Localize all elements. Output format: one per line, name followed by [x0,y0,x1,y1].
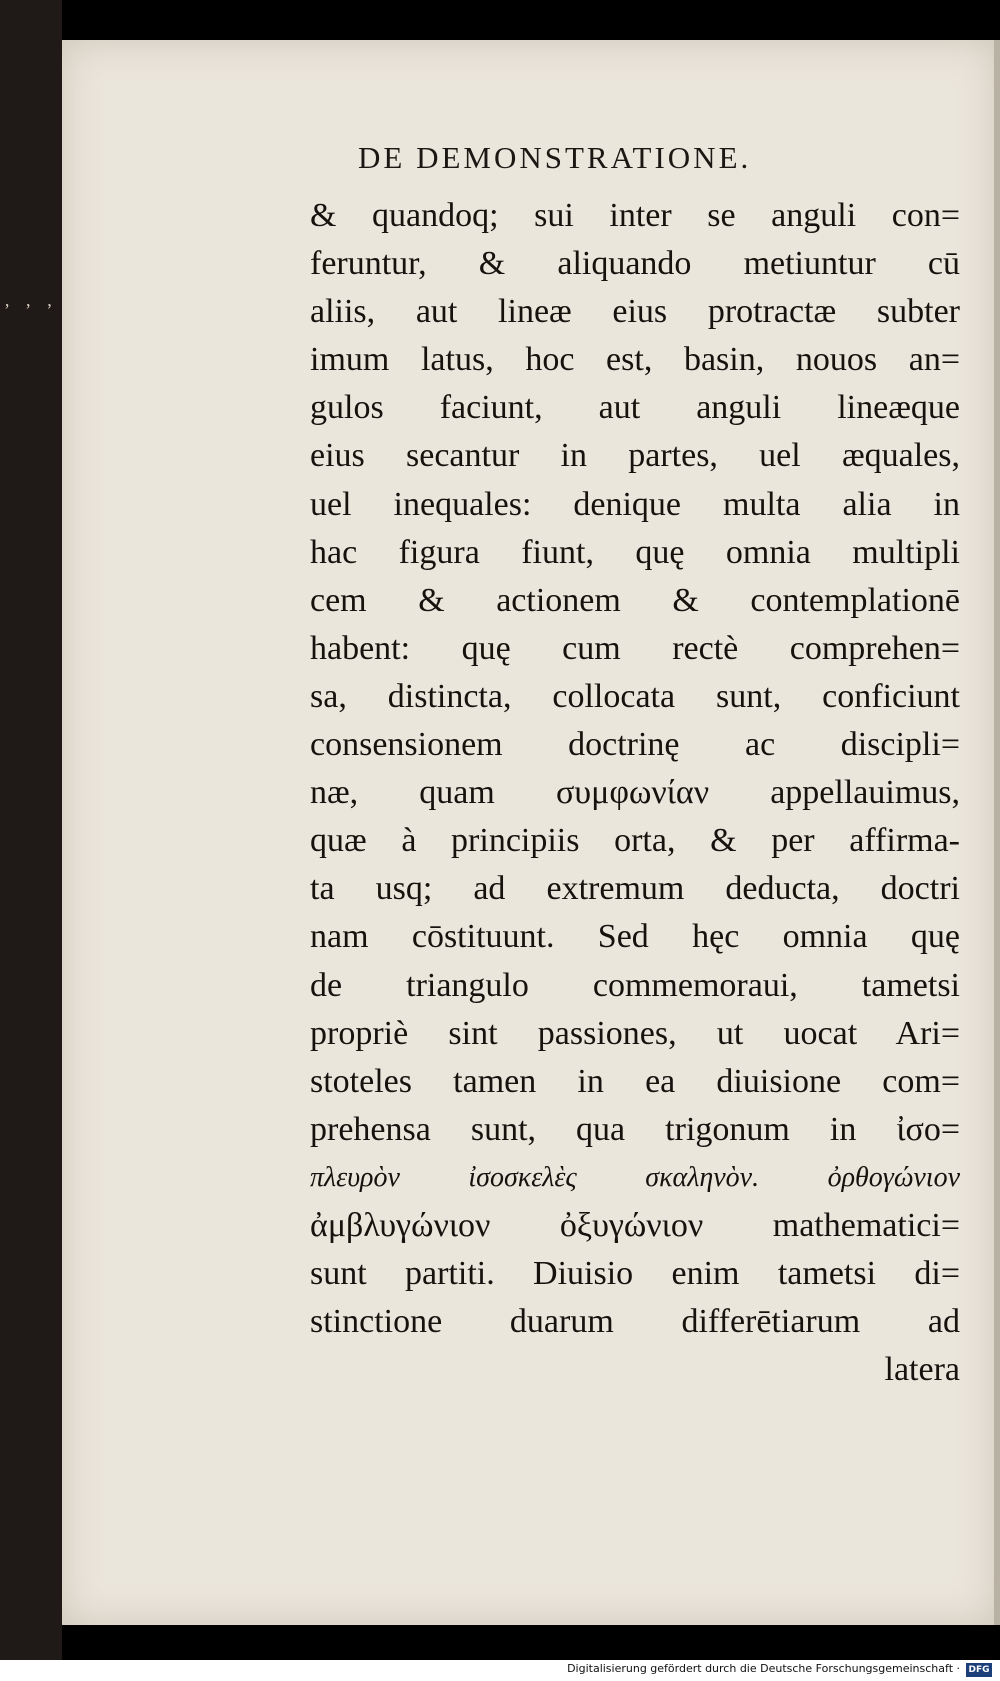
text-line: quæ à principiis orta, & per affirma- [310,822,960,860]
text-line: de triangulo commemoraui, tametsi [310,966,960,1004]
margin-marks: ’ ’ ’ [4,300,59,320]
text-line: sunt partiti. Diuisio enim tametsi di= [310,1255,960,1293]
text-line: stoteles tamen in ea diuisione com= [310,1062,960,1100]
text-line: consensionem doctrinę ac discipli= [310,726,960,764]
text-line: & quandoq; sui inter se anguli con= [310,197,960,234]
left-background-strip [0,0,62,1681]
text-line: næ, quam συμφωνίαν appellauimus, [310,774,960,812]
body-text [310,192,960,1394]
text-line: nam cōstituunt. Sed hęc omnia quę [310,918,960,956]
text-line: uel inequales: denique multa alia in [310,485,960,523]
text-line: gulos faciunt, aut anguli lineæque [310,389,960,427]
text-line: propriè sint passiones, ut uocat Ari= [310,1014,960,1052]
text-line: ἀμβλυγώνιον ὀξυγώνιον mathematici= [310,1206,960,1244]
text-line: feruntur, & aliquando metiuntur cū [310,245,960,283]
digitization-footer [0,1660,1000,1681]
text-line-greek: πλευρὸν ἰσοσκελὲς σκαληνὸν. ὀρθογώνιον [310,1161,960,1193]
text-line: cem & actionem & contemplationē [310,581,960,619]
text-line: hac figura fiunt, quę omnia multipli [310,533,960,571]
running-head: DE DEMONSTRATIONE. [358,140,752,175]
funding-credit: Digitalisierung gefördert durch die Deutsche Forschungsgemeinschaft · [567,1662,960,1675]
text-line: eius secantur in partes, uel æquales, [310,437,960,475]
text-line: prehensa sunt, qua trigonum in ἰσο= [310,1110,960,1148]
page-right-edge [994,40,1000,1625]
text-line: imum latus, hoc est, basin, nouos an= [310,341,960,379]
catchword: latera [884,1351,960,1389]
dfg-logo-icon: DFG [966,1663,992,1677]
text-line: ta usq; ad extremum deducta, doctri [310,870,960,908]
text-line: sa, distincta, collocata sunt, conficiunt [310,677,960,715]
text-line: stinctione duarum differētiarum ad [310,1303,960,1341]
text-line: aliis, aut lineæ eius protractæ subter [310,293,960,331]
text-line: habent: quę cum rectè comprehen= [310,629,960,667]
